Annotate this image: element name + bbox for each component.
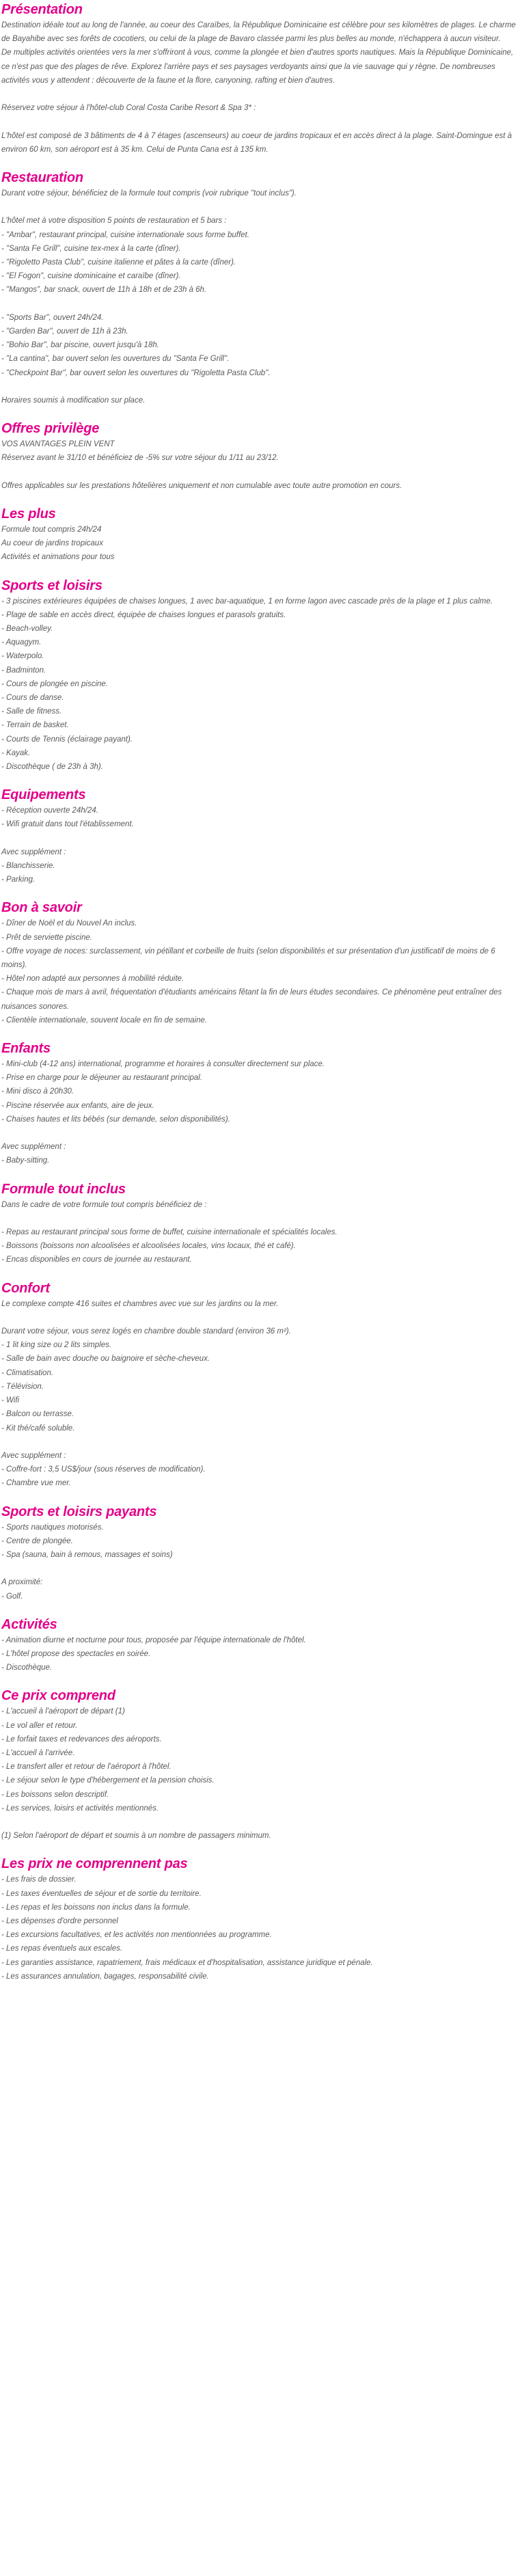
section-content [1,804,517,886]
section-content [1,523,517,565]
list-item: - Balcon ou terrasse. [1,1410,74,1419]
list-item: - Terrain de basket. [1,721,69,730]
list-item: - "Rigoletto Pasta Club", cuisine italienne et pâtes à la carte (dîner). [1,258,236,267]
list-item: - Beach-volley. [1,625,53,634]
list-item: - Réception ouverte 24h/24. [1,806,98,815]
section-confort [1,1280,517,1491]
list-item: - Les assurances annulation, bagages, responsabilité civile. [1,1972,209,1981]
list-item: - Prêt de serviette piscine. [1,933,92,942]
list-item: - "El Fogon", cuisine dominicaine et caraïbe (dîner). [1,272,181,281]
list-item: - "Santa Fe Grill", cuisine tex-mex à la carte (dîner). [1,244,181,253]
list-item: - "Mangos", bar snack, ouvert de 11h à 18h et de 23h à 6h. [1,286,207,295]
list-item: - Coffre-fort : 3,5 US$/jour (sous réserves de modification). [1,1465,206,1474]
list-item: - Salle de fitness. [1,707,62,716]
text-line: Horaires soumis à modification sur place. [1,396,146,405]
list-item: - Les taxes éventuelles de séjour et de sortie du territoire. [1,1889,202,1898]
text-line: Au coeur de jardins tropicaux [1,539,103,548]
text-line: De multiples activités orientées vers la mer s'offriront à vous, comme la plongée et bien d'autres sports nautiques. Mais la République Dominicaine, ce n'est pas que des plages de rêve. Explorez l'arrière pays et ses paysages verdoyants ainsi que la vie sauvage qui y règne. De nombreuses activités vous y attendent : découverte de la faune et la flore, canyoning, rafting et bien d'autres. [1,49,514,85]
list-item: - Mini-club (4-12 ans) international, programme et horaires à consulter directement sur place. [1,1060,325,1069]
list-item: - Kayak. [1,748,31,757]
list-item: - Les garanties assistance, rapatriement, frais médicaux et d'hospitalisation, assistance juridique et pénale. [1,1958,373,1967]
list-item: - Clientèle internationale, souvent locale en fin de semaine. [1,1016,208,1025]
list-item: - Cours de danse. [1,694,64,703]
text-line: Réservez votre séjour à l'hôtel-club Coral Costa Caribe Resort & Spa 3* : [1,104,256,113]
section-title: Offres privilège [1,421,100,437]
section-content [1,1705,517,1843]
text-line: VOS AVANTAGES PLEIN VENT [1,440,115,449]
spacer [1,1311,517,1325]
list-item: - Piscine réservée aux enfants, aire de jeux. [1,1101,154,1110]
section-content [1,595,517,774]
list-item: - Cours de plongée en piscine. [1,679,108,688]
list-item: - 3 piscines extérieures équipées de chaises longues, 1 avec bar-aquatique, 1 en forme lagon avec cascade près de la plage et 1 plus calme. [1,597,493,606]
list-item: - Chaque mois de mars à avril, fréquentation d'étudiants américains fêtant la fin de leurs études secondaires. Ce phénomène peut entraîner des nuisances sonores. [1,988,502,1011]
section-title: Présentation [1,2,83,17]
section-title: Formule tout inclus [1,1181,126,1197]
section-content [1,1873,517,1983]
list-item: - Dîner de Noël et du Nouvel An inclus. [1,919,137,928]
list-item: - Discothèque ( de 23h à 3h). [1,763,103,772]
text-line: Avec supplément : [1,1451,66,1460]
list-item: - "Sports Bar", ouvert 24h/24. [1,313,104,322]
list-item: - Repas au restaurant principal sous forme de buffet, cuisine internationale et spécialités locales. [1,1228,338,1237]
list-item: - Le transfert aller et retour de l'aéroport à l'hôtel. [1,1763,172,1772]
list-item: - Hôtel non adapté aux personnes à mobilité réduite. [1,975,185,984]
text-line: Dans le cadre de votre formule tout compris bénéficiez de : [1,1200,207,1209]
list-item: - Les excursions facultatives, et les activités non mentionnées au programme. [1,1931,272,1940]
section-enfants [1,1040,517,1168]
text-line: Durant votre séjour, bénéficiez de la formule tout compris (voir rubrique "tout inclus"). [1,189,297,198]
section-title: Ce prix comprend [1,1688,115,1704]
section-content [1,187,517,407]
section-content [1,1633,517,1675]
spacer [1,1126,517,1140]
list-item: - Les repas éventuels aux escales. [1,1944,123,1953]
list-item: - L'hôtel propose des spectacles en soirée. [1,1649,151,1658]
section-content [1,1198,517,1267]
spacer [1,200,517,214]
section-title: Confort [1,1280,50,1296]
text-line: A proximité: [1,1578,43,1587]
text-line: Activités et animations pour tous [1,553,115,562]
section-offres-privilege [1,420,517,493]
list-item: - Golf. [1,1592,23,1601]
list-item: - Plage de sable en accès direct, équipée de chaises longues et parasols gratuits. [1,610,286,619]
section-content [1,437,517,493]
spacer [1,1212,517,1225]
list-item: - Sports nautiques motorisés. [1,1523,104,1532]
list-item: - Les dépenses d'ordre personnel [1,1916,118,1925]
list-item: - Le forfait taxes et redevances des aéroports. [1,1735,162,1744]
list-item: - Kit thé/café soluble. [1,1424,75,1433]
list-item: - Waterpolo. [1,652,44,661]
text-line: L'hôtel est composé de 3 bâtiments de 4 à 7 étages (ascenseurs) au coeur de jardins tropicaux et en accès direct à la plage. Saint-Domingue est à environ 60 km, son aéroport est à 35 km. Celui de Punta Cana est à 135 km. [1,131,512,154]
list-item: - 1 lit king size ou 2 lits simples. [1,1341,112,1350]
section-content [1,1297,517,1491]
list-item: - Encas disponibles en cours de journée au restaurant. [1,1256,192,1264]
section-title: Activités [1,1616,57,1632]
section-activites [1,1616,517,1675]
list-item: - "Ambar", restaurant principal, cuisine internationale sous forme buffet. [1,230,249,239]
spacer [1,297,517,311]
list-item: - Courts de Tennis (éclairage payant). [1,735,133,744]
list-item: - Télévision. [1,1382,44,1391]
list-item: - Spa (sauna, bain à remous, massages et soins) [1,1550,173,1559]
list-item: - Blanchisserie. [1,862,55,871]
section-title: Les plus [1,506,56,521]
spacer [1,380,517,394]
text-line: Avec supplément : [1,848,66,856]
list-item: - Les boissons selon descriptif. [1,1790,109,1799]
text-line: Durant votre séjour, vous serez logés en chambre double standard (environ 36 m²). [1,1327,291,1336]
list-item: - "Checkpoint Bar", bar ouvert selon les ouvertures du "Rigoletta Pasta Club". [1,368,271,377]
section-sports-et-loisirs-payants [1,1504,517,1603]
text-line: Offres applicables sur les prestations hôtelières uniquement et non cumulable avec toute autre promotion en cours. [1,481,403,490]
text-line: Formule tout compris 24h/24 [1,526,102,534]
list-item: - Le séjour selon le type d'hébergement et la pension choisis. [1,1776,215,1785]
list-item: - Parking. [1,876,36,884]
list-item: - Offre voyage de noces: surclassement, vin pétillant et corbeille de fruits (selon disponibilités et sur présentation d'un justificatif de moins de 6 moins). [1,947,495,970]
section-bon-a-savoir [1,899,517,1027]
spacer [1,1815,517,1829]
section-content [1,917,517,1027]
list-item: - Prise en charge pour le déjeuner au restaurant principal. [1,1074,203,1083]
list-item: - "La cantina", bar ouvert selon les ouvertures du "Santa Fe Grill". [1,355,230,364]
section-les-plus [1,506,517,565]
section-sports-et-loisirs [1,578,517,774]
spacer [1,832,517,845]
text-line: Avec supplément : [1,1143,66,1152]
list-item: - "Garden Bar", ouvert de 11h à 23h. [1,327,128,336]
list-item: - Les services, loisirs et activités mentionnés. [1,1804,159,1813]
list-item: - Boissons (boissons non alcoolisées et alcoolisées locales, vins locaux, thé et café). [1,1242,296,1251]
list-item: - Le vol aller et retour. [1,1721,78,1730]
list-item: - Chaises hautes et lits bébés (sur demande, selon disponibilités). [1,1115,230,1124]
list-item: - "Bohio Bar", bar piscine, ouvert jusqu'à 18h. [1,341,159,350]
section-ce-prix-comprend [1,1687,517,1843]
list-item: - Climatisation. [1,1368,54,1377]
spacer [1,465,517,479]
section-title: Equipements [1,787,86,803]
text-line: (1) Selon l'aéroport de départ et soumis à un nombre de passagers minimum. [1,1832,271,1841]
section-les-prix-ne-comprennent-pas [1,1856,517,1983]
section-title: Les prix ne comprennent pas [1,1856,188,1872]
section-content [1,1521,517,1603]
section-title: Sports et loisirs [1,578,103,593]
list-item: - L'accueil à l'arrivée. [1,1748,75,1757]
list-item: - Baby-sitting. [1,1156,50,1165]
list-item: - Wifi gratuit dans tout l'établissement. [1,820,134,829]
spacer [1,87,517,101]
list-item: - Salle de bain avec douche ou baignoire et sèche-cheveux. [1,1355,210,1364]
section-title: Sports et loisirs payants [1,1504,157,1519]
list-item: - Les frais de dossier. [1,1875,77,1884]
list-item: - Les repas et les boissons non inclus dans la formule. [1,1903,191,1912]
list-item: - Centre de plongée. [1,1536,73,1545]
spacer [1,115,517,128]
spacer [1,1562,517,1575]
list-item: - Discothèque. [1,1664,53,1672]
list-item: - Chambre vue mer. [1,1479,71,1488]
section-content [1,1057,517,1168]
section-content [1,18,517,157]
list-item: - Wifi [1,1396,20,1405]
list-item: - Aquagym. [1,638,42,647]
spacer [1,1435,517,1449]
text-line: Destination idéale tout au long de l'année, au coeur des Caraïbes, la République Dominicaine est célèbre pour ses kilomètres de plages. Le charme de Bayahibe avec ses forêts de cocotiers, ou celui de la plage de Bavaro classée parmi les plus belles au monde, n'échappera à aucun visiteur. [1,21,516,44]
section-title: Enfants [1,1041,51,1057]
list-item: - L'accueil à l'aéroport de départ (1) [1,1707,125,1716]
list-item: - Badminton. [1,666,46,675]
text-line: L'hôtel met à votre disposition 5 points de restauration et 5 bars : [1,217,227,226]
text-line: Le complexe compte 416 suites et chambres avec vue sur les jardins ou la mer. [1,1299,279,1308]
section-formule-tout-inclus [1,1181,517,1267]
section-title: Bon à savoir [1,900,82,916]
text-line: Réservez avant le 31/10 et bénéficiez de -5% sur votre séjour du 1/11 au 23/12. [1,454,279,463]
section-title: Restauration [1,170,83,185]
section-equipements [1,787,517,886]
list-item: - Animation diurne et nocturne pour tous, proposée par l'équipe internationale de l'hôtel. [1,1636,306,1644]
section-restauration [1,170,517,407]
list-item: - Mini disco à 20h30. [1,1087,74,1096]
section-presentation [1,1,517,157]
